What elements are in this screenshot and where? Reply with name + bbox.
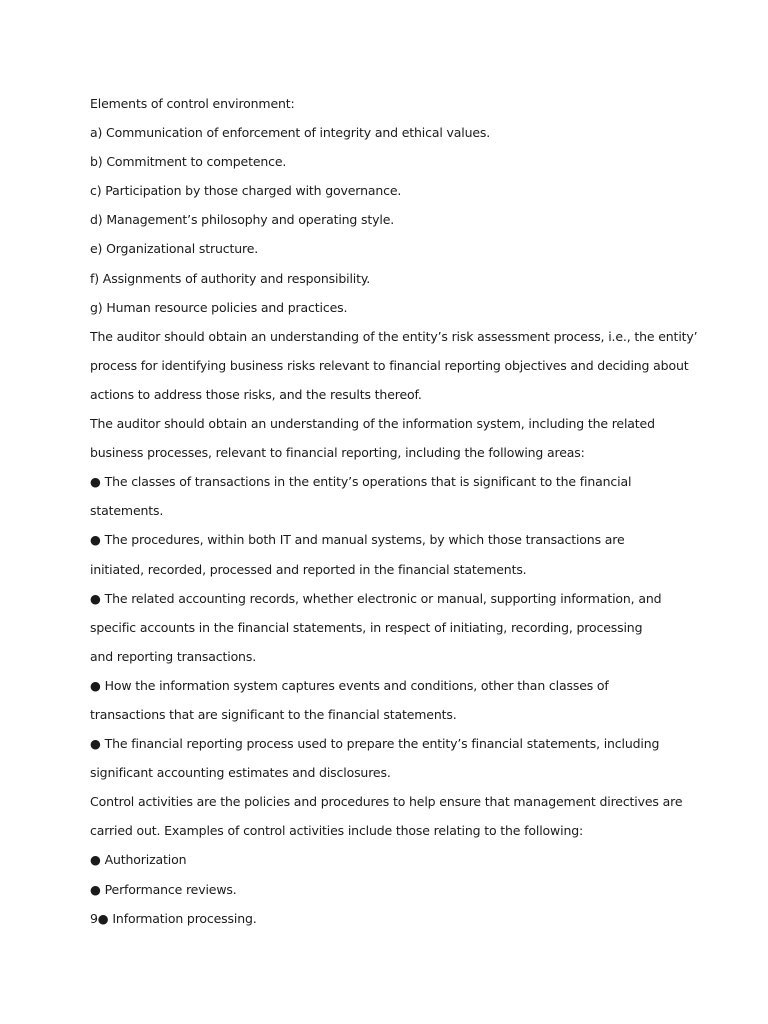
paragraph-information-system-line: The auditor should obtain an understanding of the information system, including the related [90,416,655,432]
paragraph-control-activities-line: Control activities are the policies and procedures to help ensure that management directives are [90,794,683,810]
bullet-item-line: ● How the information system captures events and conditions, other than classes of [90,677,609,693]
paragraph-control-activities-line: carried out. Examples of control activities include those relating to the following: [90,823,584,839]
bullet-item-authorization: ● Authorization [90,852,187,868]
bullet-item-line: significant accounting estimates and disclosures. [90,765,391,781]
bullet-item-performance-reviews: ● Performance reviews. [90,881,237,897]
bullet-item-information-processing: 9● Information processing. [90,910,257,926]
list-item-b: b) Commitment to competence. [90,154,287,170]
paragraph-risk-assessment-line: process for identifying business risks relevant to financial reporting objectives and deciding about [90,357,689,373]
bullet-item-line: and reporting transactions. [90,648,257,664]
list-item-e: e) Organizational structure. [90,241,259,257]
bullet-item-line: specific accounts in the financial statements, in respect of initiating, recording, processing [90,619,643,635]
paragraph-risk-assessment-line: The auditor should obtain an understanding of the entity’s risk assessment process, i.e., the entity’ [90,328,698,344]
bullet-item-line: ● The related accounting records, whether electronic or manual, supporting information, and [90,590,662,606]
bullet-item-line: ● The classes of transactions in the entity’s operations that is significant to the financial [90,474,632,490]
list-item-d: d) Management’s philosophy and operating style. [90,212,395,228]
bullet-item-line: ● The financial reporting process used to prepare the entity’s financial statements, including [90,736,660,752]
bullet-item-line: initiated, recorded, processed and reported in the financial statements. [90,561,527,577]
bullet-item-line: transactions that are significant to the financial statements. [90,706,457,722]
bullet-item-line: ● The procedures, within both IT and manual systems, by which those transactions are [90,532,625,548]
list-item-c: c) Participation by those charged with governance. [90,183,402,199]
bullet-item-line: statements. [90,503,164,519]
document-body [90,89,730,933]
paragraph-risk-assessment-line: actions to address those risks, and the results thereof. [90,386,422,402]
list-item-g: g) Human resource policies and practices. [90,299,348,315]
list-item-a: a) Communication of enforcement of integrity and ethical values. [90,125,491,141]
list-item-f: f) Assignments of authority and responsibility. [90,270,371,286]
paragraph-information-system-line: business processes, relevant to financial reporting, including the following areas: [90,445,585,461]
heading-elements-of-control-environment: Elements of control environment: [90,96,295,111]
